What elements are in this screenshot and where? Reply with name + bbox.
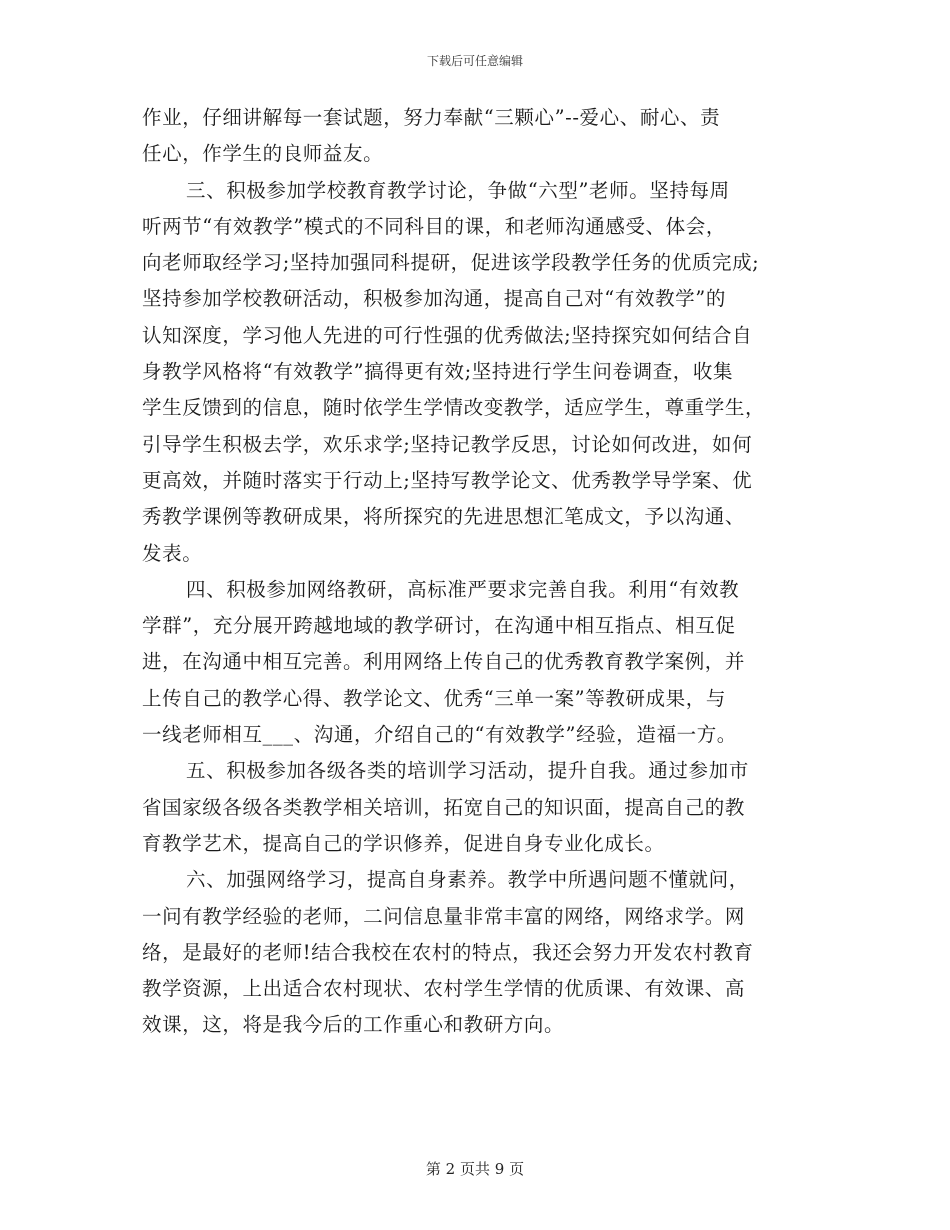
text-line: 认知深度，学习他人先进的可行性强的优秀做法;坚持探究如何结合自 — [142, 323, 753, 347]
paragraph-3 — [142, 572, 812, 753]
paragraph-5 — [142, 862, 812, 1043]
text-line: 学生反馈到的信息，随时依学生学情改变教学，适应学生，尊重学生， — [142, 396, 766, 420]
text-line: 省国家级各级各类教学相关培训，拓宽自己的知识面，提高自己的教 — [142, 795, 746, 819]
text-line: 身教学风格将“有效教学”搞得更有效;坚持进行学生问卷调查，收集 — [142, 360, 734, 384]
text-line: 效课，这，将是我今后的工作重心和教研方向。 — [142, 1013, 565, 1037]
text-line: 教学资源，上出适合农村现状、农村学生学情的优质课、有效课、高 — [142, 977, 746, 1001]
text-line: 听两节“有效教学”模式的不同科目的课，和老师沟通感受、体会， — [142, 214, 726, 238]
text-line: 学群”，充分展开跨越地域的教学研讨，在沟通中相互指点、相互促 — [142, 614, 736, 638]
text-line: 向老师取经学习;坚持加强同科提研，促进该学段教学任务的优质完成; — [142, 251, 760, 275]
text-line: 一线老师相互___、沟通，介绍自己的“有效教学”经验，造福一方。 — [142, 723, 737, 747]
text-line: 作业，仔细讲解每一套试题，努力奉献“三颗心”--爱心、耐心、责 — [142, 106, 721, 129]
text-line: 更高效，并随时落实于行动上;坚持写教学论文、优秀教学导学案、优 — [142, 468, 753, 492]
paragraph-1 — [142, 100, 812, 173]
text-line: 育教学艺术，提高自己的学识修养，促进自身专业化成长。 — [142, 831, 665, 855]
text-line: 任心，作学生的良师益友。 — [142, 142, 384, 166]
text-line: 坚持参加学校教研活动，积极参加沟通，提高自己对“有效教学”的 — [142, 287, 726, 311]
text-line: 发表。 — [142, 541, 203, 565]
text-line: 络，是最好的老师!结合我校在农村的特点，我还会努力开发农村教育 — [142, 940, 754, 964]
page-footer: 第 2 页共 9 页 — [425, 1160, 525, 1178]
text-line: 三、积极参加学校教育教学讨论，争做“六型”老师。坚持每周 — [186, 178, 730, 202]
text-line: 四、积极参加网络教研，高标准严要求完善自我。利用“有效教 — [186, 577, 740, 601]
text-line: 一问有教学经验的老师，二问信息量非常丰富的网络，网络求学。网 — [142, 904, 746, 928]
page-header: 下载后可任意编辑 — [426, 54, 523, 68]
text-line: 六、加强网络学习，提高自身素养。教学中所遇问题不懂就问， — [186, 868, 749, 892]
paragraph-2 — [142, 173, 812, 572]
text-line: 秀教学课例等教研成果，将所探究的先进思想汇笔成文，予以沟通、 — [142, 505, 746, 529]
paragraph-4 — [142, 753, 812, 862]
text-line: 上传自己的教学心得、教学论文、优秀“三单一案”等教研成果，与 — [142, 686, 726, 710]
text-line: 五、积极参加各级各类的培训学习活动，提升自我。通过参加市 — [186, 759, 749, 783]
document-body — [142, 100, 812, 1044]
text-line: 进，在沟通中相互完善。利用网络上传自己的优秀教育教学案例，并 — [142, 650, 746, 674]
text-line: 引导学生积极去学，欢乐求学;坚持记教学反思，讨论如何改进，如何 — [142, 432, 753, 456]
